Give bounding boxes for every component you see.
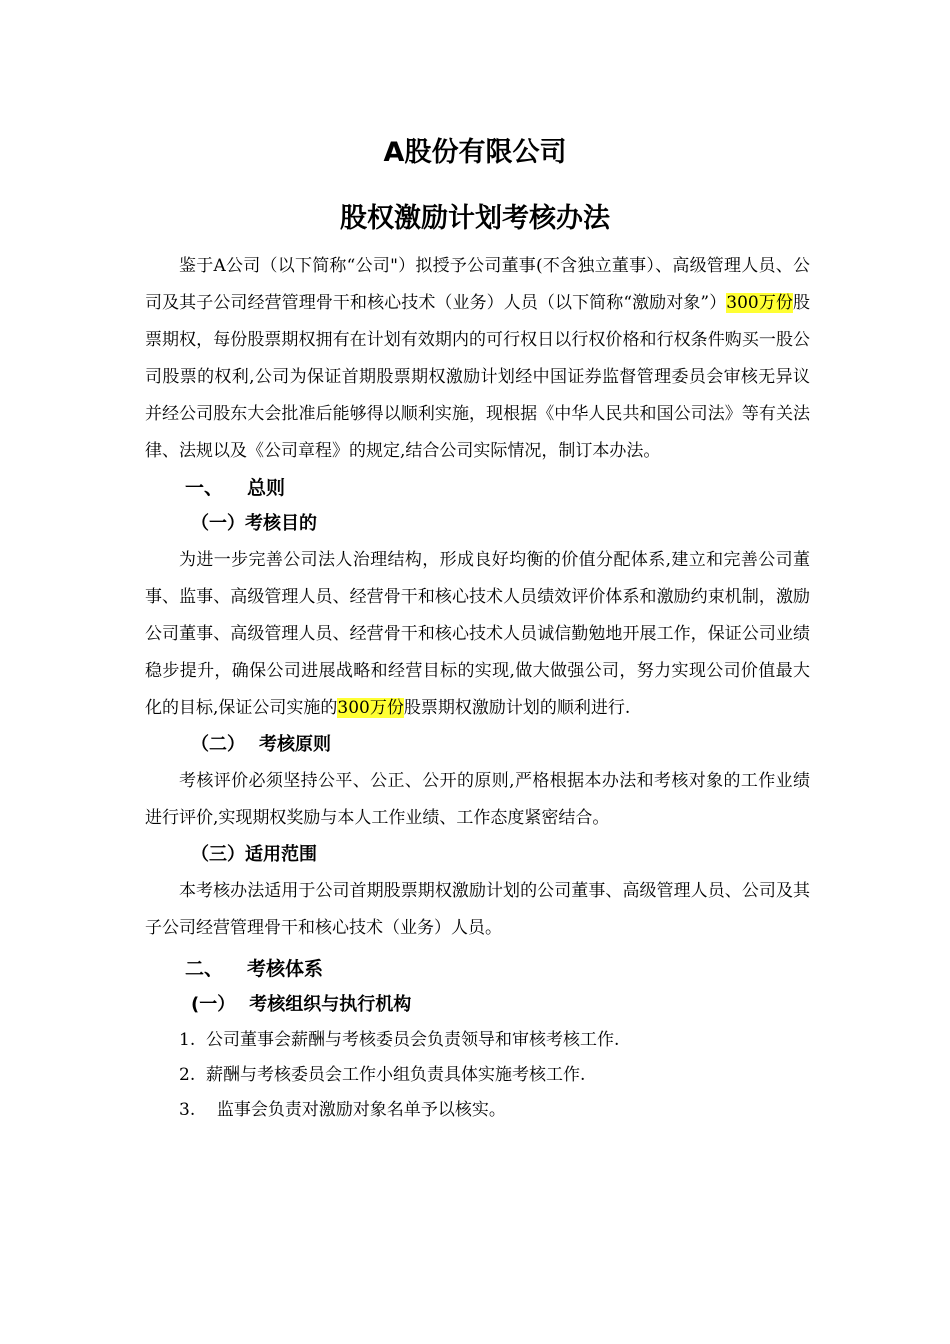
intro-text-part1: 鉴于A公司（以下简称“公司"）拟授予公司董事(不含独立董事）、高级管理人员、公司及其子公司经营管理骨干和核心技术（业务）人员（以下简称“激励对象”） [145, 256, 810, 313]
company-title: A股份有限公司 [383, 137, 567, 168]
section-heading-general [145, 470, 810, 506]
section-title: 总则 [247, 477, 286, 499]
purpose-text-part1: 为进一步完善公司法人治理结构，形成良好均衡的价值分配体系,建立和完善公司董事、监事、高级管理人员、经营骨干和核心技术人员绩效评价体系和激励约束机制，激励公司董事、高级管理人员、经营骨干和核心技术人员诚信勤勉地开展工作，保证公司业绩稳步提升，确保公司进展战略和经营目标的实现,做大做强公司，努力实现公司价值最大化的目标,保证公司实施的 [145, 550, 810, 718]
highlighted-quantity: 300万份 [726, 293, 793, 313]
subsection-heading-scope [145, 837, 810, 873]
subsection-number: （三） [191, 844, 245, 865]
subsection-number: (一） [191, 994, 236, 1015]
subsection-heading-principles [145, 727, 810, 763]
scope-paragraph: 本考核办法适用于公司首期股票期权激励计划的公司董事、高级管理人员、公司及其子公司经营管理骨干和核心技术（业务）人员。 [145, 881, 810, 938]
section-title: 考核体系 [247, 958, 324, 980]
list-item: 2. 薪酬与考核委员会工作小组负责具体实施考核工作. [179, 1065, 586, 1085]
document-body [145, 248, 810, 1128]
subsection-title: 考核组织与执行机构 [249, 994, 412, 1015]
purpose-text-part2: 股票期权激励计划的顺利进行. [403, 698, 631, 718]
subsection-title: 考核目的 [245, 513, 317, 534]
subsection-title: 适用范围 [245, 844, 317, 865]
section-number: 二、 [185, 958, 224, 980]
subsection-heading-purpose [145, 506, 810, 542]
list-item: 1. 公司董事会薪酬与考核委员会负责领导和审核考核工作. [179, 1030, 620, 1050]
highlighted-quantity: 300万份 [337, 698, 404, 718]
principles-paragraph: 考核评价必须坚持公平、公正、公开的原则,严格根据本办法和考核对象的工作业绩进行评价,实现期权奖励与本人工作业绩、工作态度紧密结合。 [145, 771, 810, 828]
section-heading-system [145, 951, 810, 987]
subsection-number: （一） [191, 513, 245, 534]
list-item: 3. 监事会负责对激励对象名单予以核实。 [179, 1100, 506, 1120]
document-title: 股权激励计划考核办法 [340, 203, 610, 234]
purpose-paragraph [145, 542, 810, 727]
subsection-heading-organization [145, 987, 810, 1023]
subsection-title: 考核原则 [259, 734, 331, 755]
intro-paragraph [145, 248, 810, 470]
intro-text-part2: 股票期权，每份股票期权拥有在计划有效期内的可行权日以行权价格和行权条件购买一股公司股票的权利,公司为保证首期股票期权激励计划经中国证券监督管理委员会审核无异议并经公司股东大会批准后能够得以顺利实施，现根据《中华人民共和国公司法》等有关法律、法规以及《公司章程》的规定,结合公司实际情况，制订本办法。 [145, 293, 810, 461]
subsection-number: （二） [191, 734, 245, 755]
section-number: 一、 [185, 477, 224, 499]
